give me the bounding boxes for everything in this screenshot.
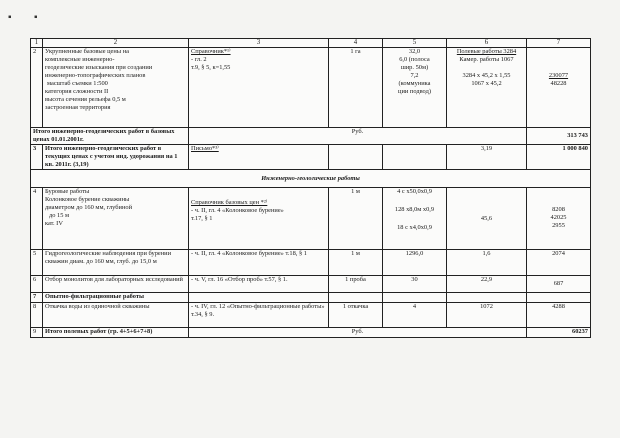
calculation-title: Полевые работы 3284 — [456, 48, 517, 56]
table-row — [31, 128, 591, 145]
calculation — [447, 48, 527, 128]
row-number: 2 — [31, 48, 43, 128]
cost: 687 — [527, 276, 591, 293]
line: (коммуника — [398, 80, 431, 88]
unit: 1 откачка — [329, 303, 383, 328]
line: 1067 х 45,2 — [471, 80, 502, 88]
reference-title: Справочник*¹⁾ — [191, 48, 231, 56]
work-description — [43, 188, 189, 250]
volume — [383, 188, 447, 250]
total-value: 313 743 — [527, 128, 591, 145]
line: 6,0 (полоса — [399, 56, 430, 64]
line: 2955 — [552, 222, 565, 230]
unit: 1 м — [329, 188, 383, 250]
line: Буровые работы — [45, 188, 90, 196]
header-cell: 4 — [329, 39, 383, 48]
cost — [527, 293, 591, 303]
unit — [329, 293, 383, 303]
row-number: 3 — [31, 145, 43, 170]
estimate-table — [30, 38, 591, 338]
unit-price: 1072 — [447, 303, 527, 328]
line: т.17, § 1 — [191, 215, 213, 223]
line: 128 х8,0м х0,9 — [394, 206, 435, 214]
section-label: Опытно-фильтрационные работы — [43, 293, 189, 303]
volume: 4 — [383, 303, 447, 328]
reference-title: Справочник базовых цен *²⁾ — [191, 199, 268, 207]
table-row — [31, 188, 591, 250]
reference — [189, 293, 329, 303]
row-number: 9 — [31, 328, 43, 338]
volume — [383, 48, 447, 128]
table-row — [31, 250, 591, 276]
line: масштаб съемки 1:500 — [47, 80, 108, 88]
header-cell: 2 — [43, 39, 189, 48]
cost: 4288 — [527, 303, 591, 328]
reference: Письмо*³⁾ — [189, 145, 329, 170]
line: Колонковое бурение скважины — [45, 196, 130, 204]
unit: 1 м — [329, 250, 383, 276]
unit-price: 45,6 — [447, 188, 527, 250]
total-label: Итого полевых работ (гр. 4+5+6+7+8) — [43, 328, 189, 338]
section-title: Инженерно-геологические работы — [31, 170, 591, 188]
reference: - ч. II, гл. 4 «Колонковое бурение» т.18, § 1 — [189, 250, 329, 276]
table-row — [31, 293, 591, 303]
line: до 15 м — [49, 212, 70, 220]
line: шир. 50м) — [400, 64, 429, 72]
line: 48228 — [550, 80, 567, 88]
cost: 2074 — [527, 250, 591, 276]
total-value: 1 000 840 — [527, 145, 591, 170]
line: т.9, § 5, к=1,55 — [191, 64, 231, 72]
volume — [383, 145, 447, 170]
unit: 1 га — [329, 48, 383, 128]
line: ции подвод) — [398, 88, 431, 96]
row-number: 4 — [31, 188, 43, 250]
header-cell: 6 — [447, 39, 527, 48]
header-cell: 7 — [527, 39, 591, 48]
table-row — [31, 328, 591, 338]
line: Камер. работы 1067 — [459, 56, 514, 64]
row-number: 7 — [31, 293, 43, 303]
currency: Руб. — [189, 328, 527, 338]
volume — [383, 293, 447, 303]
volume: 30 — [383, 276, 447, 293]
header-cell: 1 — [31, 39, 43, 48]
table-row — [31, 303, 591, 328]
line: 3284 х 45,2 х 1,55 — [462, 72, 511, 80]
reference — [189, 188, 329, 250]
header-cell: 5 — [383, 39, 447, 48]
currency: Руб. — [189, 128, 527, 145]
line: 4 с х50,0х0,9 — [397, 188, 432, 196]
header-cell: 3 — [189, 39, 329, 48]
total-value: 60237 — [527, 328, 591, 338]
line: 42025 — [550, 214, 567, 222]
section-row — [31, 170, 591, 188]
unit-price: 22,9 — [447, 276, 527, 293]
unit: 1 проба — [329, 276, 383, 293]
table-row — [31, 145, 591, 170]
reference — [189, 48, 329, 128]
unit-price: 1,6 — [447, 250, 527, 276]
line: категория сложности II — [45, 88, 109, 96]
total-label: Итого инженерно-геодезических работ в базовых ценах 01.01.2001г. — [31, 128, 189, 145]
line: геодезические изыскания при создании — [45, 64, 153, 72]
unit — [329, 145, 383, 170]
work-description: Гидрогеологические наблюдения при бурении скважин диам. до 160 мм, глуб. до 15,0 м — [43, 250, 189, 276]
unit-price — [447, 293, 527, 303]
scan-marks: ▪ ▪ — [8, 12, 48, 23]
line: - ч. II, гл. 4 «Колонковое бурение» — [191, 207, 284, 215]
line: 18 с х4,0х0,9 — [397, 224, 432, 232]
header-row — [31, 39, 591, 48]
volume: 1296,0 — [383, 250, 447, 276]
line: - гл. 2 — [191, 56, 207, 64]
line: Укрупненные базовые цены на — [45, 48, 129, 56]
line: 230077 — [548, 72, 569, 80]
line: инженерно-топографических планов — [45, 72, 146, 80]
cost — [527, 188, 591, 250]
line: диаметром до 160 мм, глубиной — [45, 204, 132, 212]
work-description — [43, 48, 189, 128]
line: застроенная территория — [45, 104, 111, 112]
table-row — [31, 48, 591, 128]
reference: - ч. V, гл. 16 «Отбор проб» т.57, § 1. — [189, 276, 329, 293]
row-number: 8 — [31, 303, 43, 328]
line: комплексные инженерно- — [45, 56, 115, 64]
total-label: Итого инженерно-геодезических работ в текущих ценах с учетом инд. удорожания на 1 кв. 2011г. (3,19) — [43, 145, 189, 170]
line: 8208 — [552, 206, 565, 214]
line: 7,2 — [410, 72, 419, 80]
cost — [527, 48, 591, 128]
line: высота сечения рельефа 0,5 м — [45, 96, 126, 104]
row-number: 5 — [31, 250, 43, 276]
work-description: Откачка воды из одиночной скважины — [43, 303, 189, 328]
reference: - ч. IV, гл. 12 «Опытно-фильтрационные работы» т.34, § 9. — [189, 303, 329, 328]
row-number: 6 — [31, 276, 43, 293]
table-row — [31, 276, 591, 293]
index-factor: 3,19 — [447, 145, 527, 170]
line: кат. IV — [45, 220, 63, 228]
line — [449, 64, 524, 72]
work-description: Отбор монолитов для лабораторных исследований — [43, 276, 189, 293]
line: 32,0 — [408, 48, 421, 56]
